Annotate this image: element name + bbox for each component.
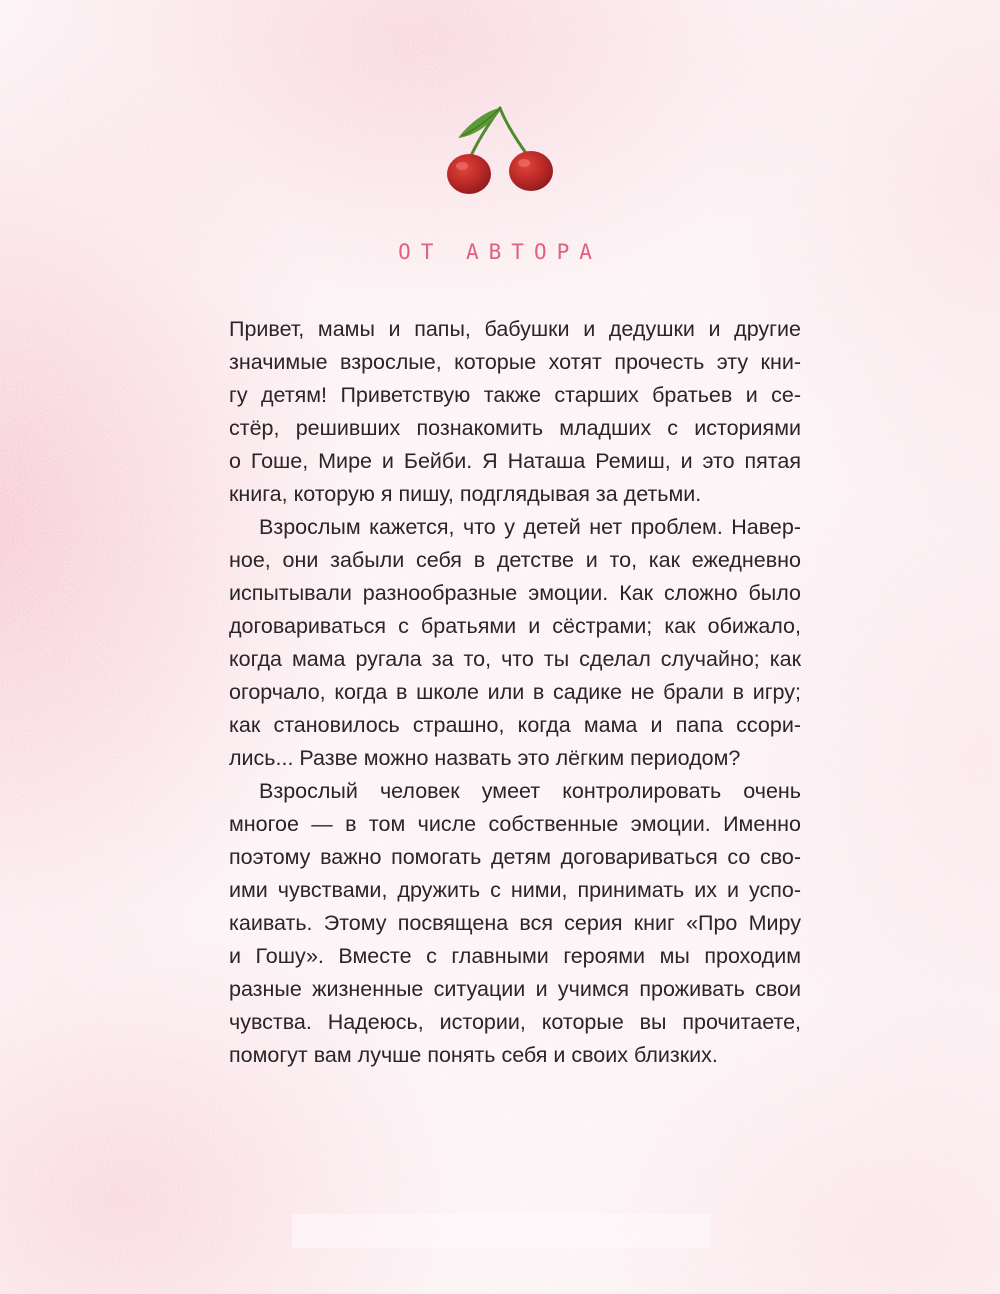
text-line: помогут вам лучше понять себя и своих близких. <box>229 1043 718 1067</box>
text-line: как становилось страшно, когда мама и папа ссори- <box>229 713 801 737</box>
paragraph-1 <box>229 313 801 511</box>
text-line: Взрослым кажется, что у детей нет проблем. Навер- <box>259 515 801 539</box>
cherry-icon <box>440 100 560 200</box>
text-line: когда мама ругала за то, что ты сделал случайно; как <box>229 647 801 671</box>
text-line: разные жизненные ситуации и учимся проживать свои <box>229 977 801 1001</box>
text-line: испытывали разнообразные эмоции. Как сложно было <box>229 581 801 605</box>
text-line: значимые взрослые, которые хотят прочесть эту кни- <box>229 350 801 374</box>
paragraph-2 <box>229 511 801 775</box>
text-line: чувства. Надеюсь, истории, которые вы прочитаете, <box>229 1010 801 1034</box>
text-line: стёр, решивших познакомить младших с историями <box>229 416 801 440</box>
text-line: ное, они забыли себя в детстве и то, как ежедневно <box>229 548 801 572</box>
section-heading: ОТ АВТОРА <box>398 240 602 264</box>
text-line: книга, которую я пишу, подглядывая за детьми. <box>229 482 702 506</box>
text-line: Взрослый человек умеет контролировать очень <box>259 779 801 803</box>
text-line: многое — в том числе собственные эмоции. Именно <box>229 812 801 836</box>
text-line: Привет, мамы и папы, бабушки и дедушки и другие <box>229 317 801 341</box>
text-line: гу детям! Приветствую также старших братьев и се- <box>229 383 801 407</box>
paragraph-3 <box>229 775 801 1072</box>
text-line: ими чувствами, дружить с ними, принимать их и успо- <box>229 878 801 902</box>
text-line: и Гошу». Вместе с главными героями мы проходим <box>229 944 801 968</box>
text-line: каивать. Этому посвящена вся серия книг «Про Миру <box>229 911 801 935</box>
text-line: поэтому важно помогать детям договариваться со сво- <box>229 845 801 869</box>
text-line: огорчало, когда в школе или в садике не брали в игру; <box>229 680 801 704</box>
text-line: лись... Разве можно назвать это лёгким периодом? <box>229 746 741 770</box>
author-foreword-text <box>229 313 801 1072</box>
text-line: договариваться с братьями и сёстрами; как обижало, <box>229 614 801 638</box>
text-line: о Гоше, Мире и Бейби. Я Наташа Ремиш, и это пятая <box>229 449 801 473</box>
page-bottom-strip <box>292 1214 710 1248</box>
